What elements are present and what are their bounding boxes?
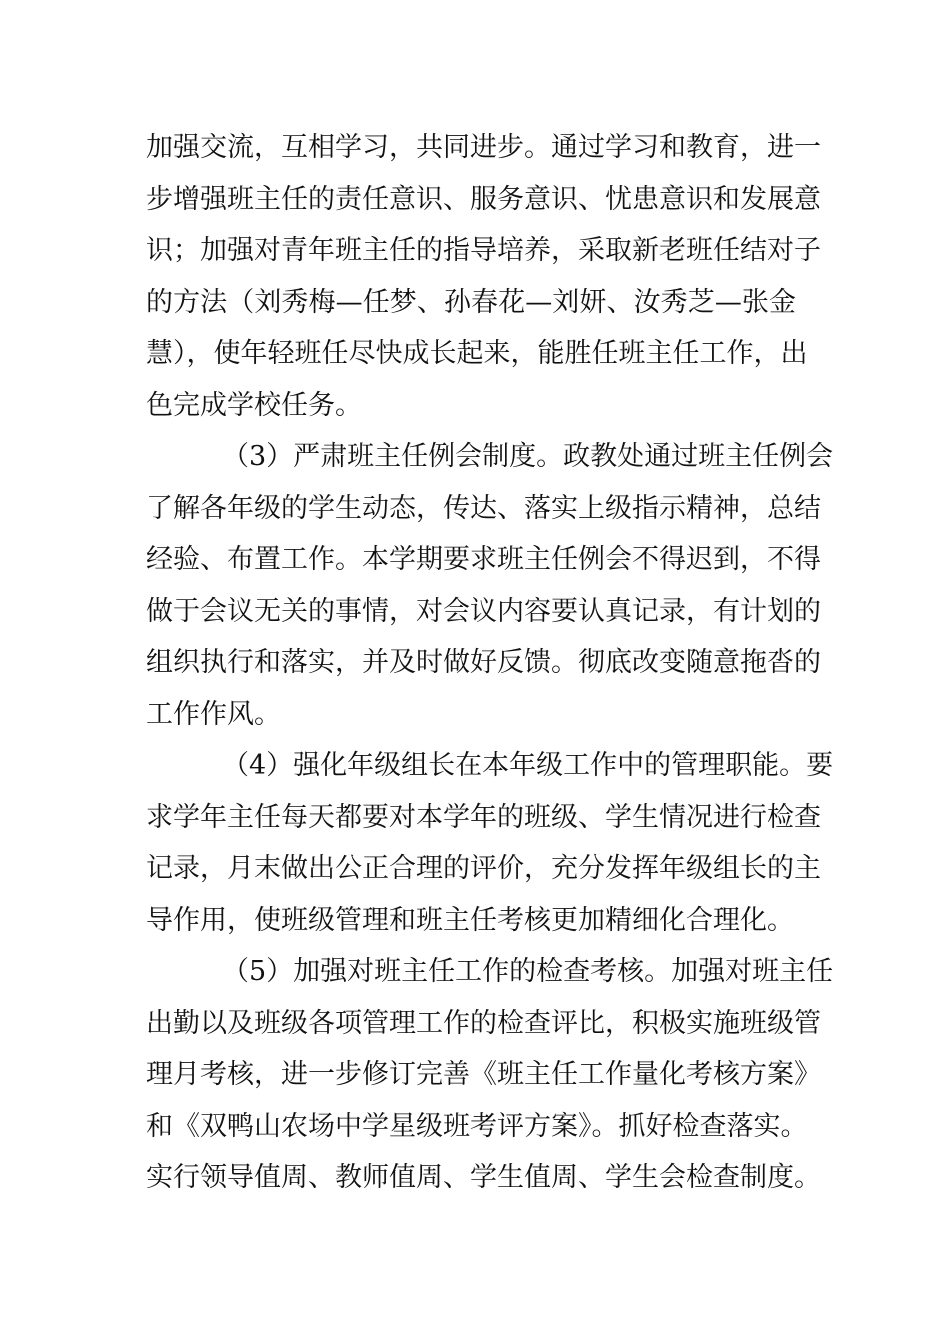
document-body — [146, 128, 834, 1210]
paragraph-1-line-6: 色完成学校任务。 — [146, 389, 362, 421]
paragraph-4-line-5: 实行领导值周、教师值周、学生值周、学生会检查制度。 — [146, 1162, 821, 1193]
paragraph-3-line-2: 求学年主任每天都要对本学年的班级、学生情况进行检查 — [146, 801, 821, 833]
paragraph-3-line-3: 记录，月末做出公正合理的评价，充分发挥年级组长的主 — [146, 853, 821, 884]
paragraph-3-line-1: （4）强化年级组长在本年级工作中的管理职能。要 — [222, 750, 834, 781]
paragraph-2-line-5: 组织执行和落实，并及时做好反馈。彻底改变随意拖沓的 — [146, 647, 821, 678]
paragraph-1-line-1: 加强交流，互相学习，共同进步。通过学习和教育，进一 — [146, 132, 821, 163]
paragraph-4-line-1: （5）加强对班主任工作的检查考核。加强对班主任 — [222, 956, 834, 987]
paragraph-1-line-4: 的方法（刘秀梅—任梦、孙春花—刘妍、汝秀芝—张金 — [146, 286, 796, 318]
paragraph-4-line-2: 出勤以及班级各项管理工作的检查评比，积极实施班级管 — [146, 1007, 821, 1039]
paragraph-1-line-2: 步增强班主任的责任意识、服务意识、忧患意识和发展意 — [146, 183, 821, 215]
paragraph-2-line-4: 做于会议无关的事情，对会议内容要认真记录，有计划的 — [146, 595, 821, 627]
paragraph-2-line-2: 了解各年级的学生动态，传达、落实上级指示精神，总结 — [146, 492, 821, 524]
paragraph-2-line-1: （3）严肃班主任例会制度。政教处通过班主任例会 — [222, 441, 834, 472]
paragraph-1-line-5: 慧），使年轻班任尽快成长起来，能胜任班主任工作，出 — [146, 338, 808, 369]
paragraph-3-line-4: 导作用，使班级管理和班主任考核更加精细化合理化。 — [146, 904, 794, 936]
paragraph-2-line-3: 经验、布置工作。本学期要求班主任例会不得迟到，不得 — [146, 544, 821, 575]
paragraph-2-line-6: 工作作风。 — [146, 698, 281, 730]
paragraph-1-line-3: 识；加强对青年班主任的指导培养，采取新老班任结对子 — [146, 235, 821, 266]
paragraph-4-line-4: 和《双鸭山农场中学星级班考评方案》。抓好检查落实。 — [146, 1110, 808, 1142]
paragraph-4-line-3: 理月考核，进一步修订完善《班主任工作量化考核方案》 — [146, 1059, 821, 1090]
